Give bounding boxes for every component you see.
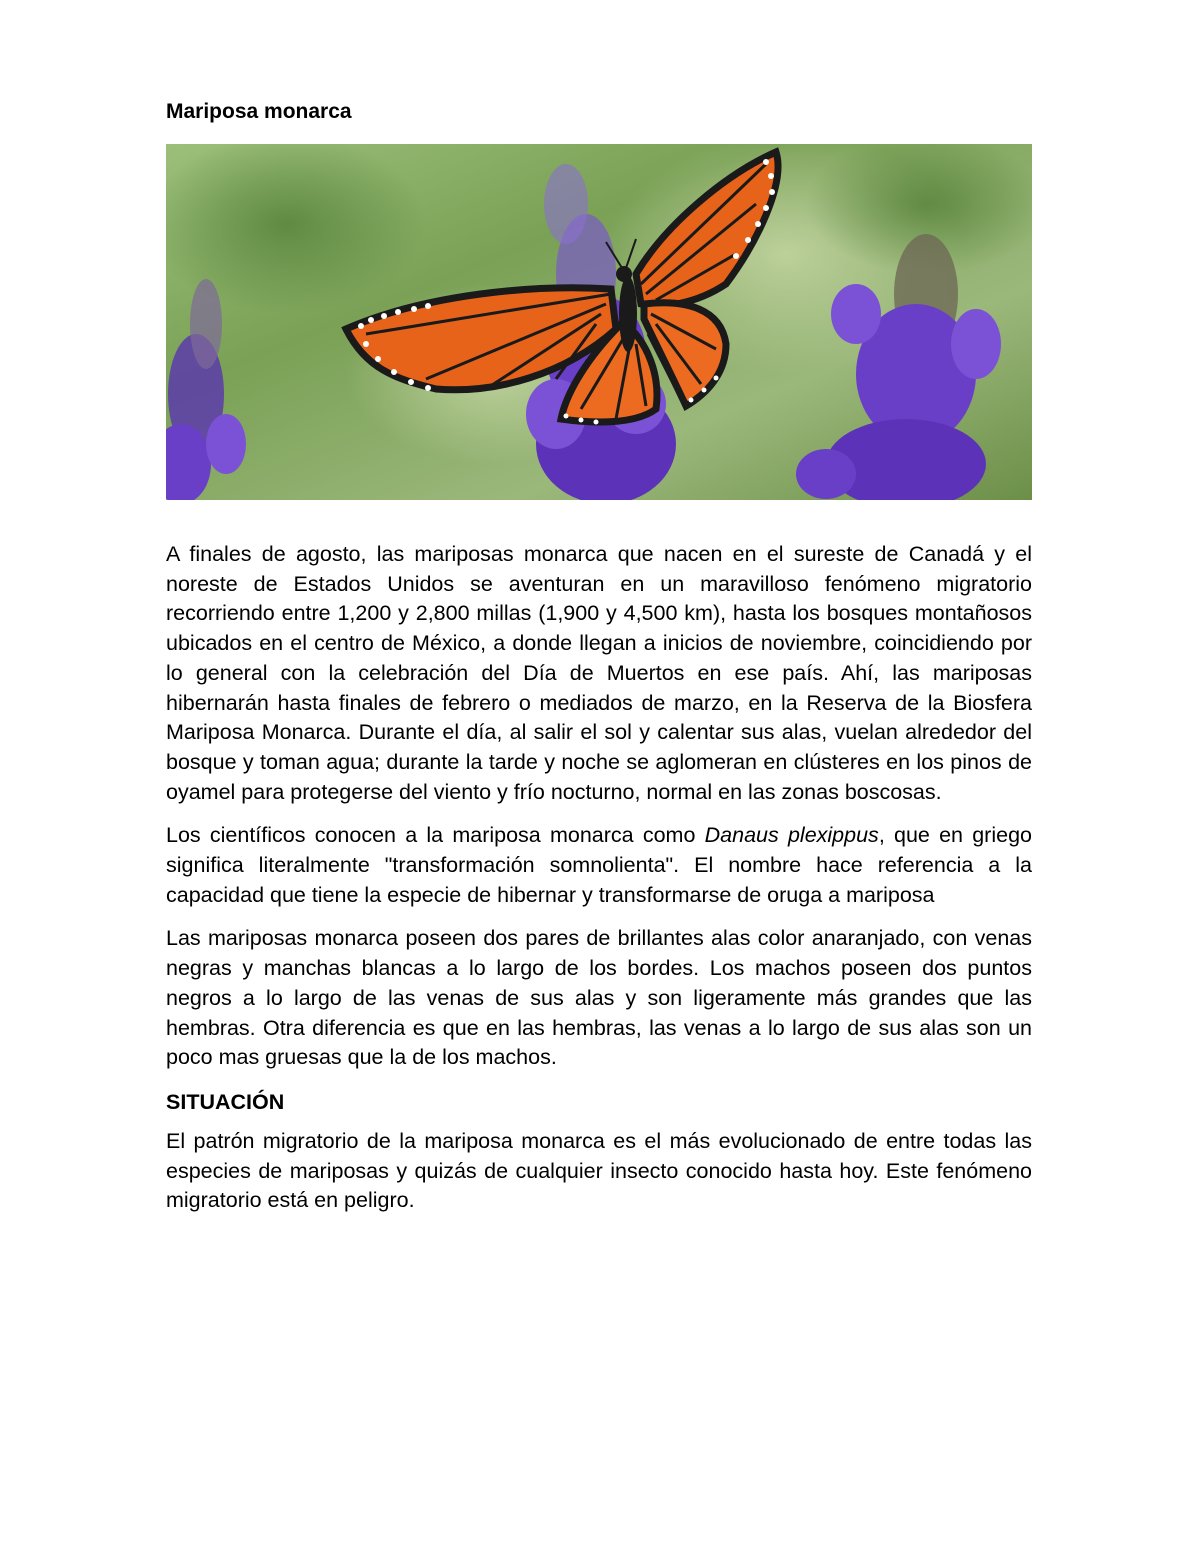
section-heading-situacion: SITUACIÓN [166,1089,285,1114]
monarch-butterfly-photo [166,144,1032,500]
document-title: Mariposa monarca [166,100,352,123]
paragraph-situation: El patrón migratorio de la mariposa monarca es el más evolucionado de entre todas las especies de mariposas y quizás de cualquier insecto conocido hasta hoy. Este fenómeno migratorio está en peligro. [166,1128,1032,1213]
paragraph-description: Las mariposas monarca poseen dos pares de brillantes alas color anaranjado, con venas negras y manchas blancas a lo largo de los bordes. Los machos poseen dos puntos negros a lo largo de las venas de sus alas y son ligeramente más grandes que las hembras. Otra diferencia es que en las hembras, las venas a lo largo de sus alas son un poco mas gruesas que la de los machos. [166,926,1032,1070]
document-page [166,98,1032,1230]
paragraph-migration: A finales de agosto, las mariposas monarca que nacen en el sureste de Canadá y el noreste de Estados Unidos se aventuran en un maravilloso fenómeno migratorio recorriendo entre 1,200 y 2,800 millas (1,900 y 4,500 km), hasta los bosques montañosos ubicados en el centro de México, a donde llegan a inicios de noviembre, coincidiendo por lo general con la celebración del Día de Muertos en ese país. Ahí, las mariposas hibernarán hasta finales de febrero o mediados de marzo, en la Reserva de la Biosfera Mariposa Monarca. Durante el día, al salir el sol y calentar sus alas, vuelan alrededor del bosque y toman agua; durante la tarde y noche se aglomeran en clústeres en los pinos de oyamel para protegerse del viento y frío nocturno, normal en las zonas boscosas. [166,542,1032,804]
paragraph-scientific-name-rest: , que en griego significa literalmente "transformación somnolienta". El nombre hace referencia a la capacidad que tiene la especie de hibernar y transformarse de oruga a mariposa [166,823,1032,907]
species-name: Danaus plexippus [704,823,879,848]
paragraph-scientific-name-intro: Los científicos conocen a la mariposa monarca como [166,823,705,848]
paragraph-scientific-name [166,821,1032,910]
